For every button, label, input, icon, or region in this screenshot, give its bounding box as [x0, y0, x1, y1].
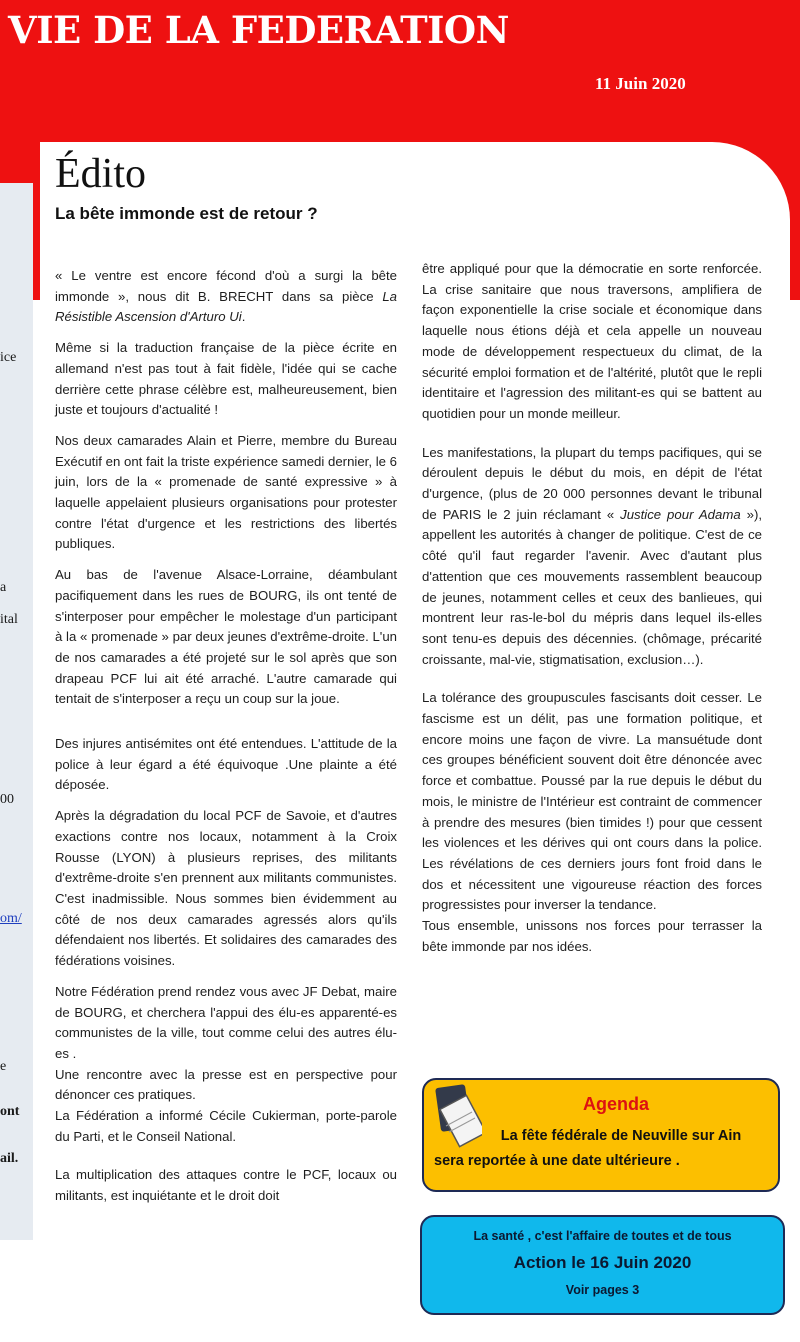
sidebar-link-fragment[interactable]: om/ — [0, 911, 22, 926]
left-sidebar-strip — [0, 183, 33, 1240]
action-page-reference: Voir pages 3 — [565, 1283, 640, 1297]
paragraph: Tous ensemble, unissons nos forces pour terrasser la bête immonde par nos idées. — [422, 918, 762, 954]
agenda-title: Agenda — [582, 1094, 649, 1114]
agenda-box — [422, 1078, 780, 1192]
action-slogan: La santé , c'est l'affaire de toutes et de tous — [473, 1229, 732, 1243]
edito-title: Édito — [55, 151, 146, 197]
sidebar-fragment: ice — [0, 350, 17, 365]
sidebar-fragment: ont — [0, 1104, 20, 1119]
edito-subtitle: La bête immonde est de retour ? — [55, 204, 318, 223]
paragraph: Nos deux camarades Alain et Pierre, membre du Bureau Exécutif en ont fait la triste expérience samedi dernier, le 6 juin, lors de la « promenade de santé expressive » à laquelle appelaient plusieurs organisations pour protester contre l'état d'urgence et les restrictions des libertés publiques. — [55, 432, 397, 552]
agenda-line: La fête fédérale de Neuville sur Ain — [500, 1128, 742, 1144]
paragraph: Notre Fédération prend rendez vous avec JF Debat, maire de BOURG, et cherchera l'appui des élu-es apparenté-es communistes de la ville, tout comme celui des autres élu-es . — [55, 983, 397, 1061]
issue-date: 11 Juin 2020 — [595, 74, 686, 93]
agenda-text — [434, 1124, 768, 1174]
page-header-title: VIE DE LA FEDERATION — [8, 8, 509, 52]
paragraph: Les manifestations, la plupart du temps pacifiques, qui se déroulent depuis le début du mois, en dépit de l'état d'urgence, (plus de 20 000 personnes devant le tribunal de PARIS le 2 juin réclamant « Justice pour Adama »), appellent les autorités à changer de politique. C'est de ce côté qu'il faut regarder l'avenir. Avec d'autant plus d'attention que ces mouvements rassemblent beaucoup de jeunes, notamment celles et ceux des banlieues, qui montrent leur ras-le-bol du mépris dans lequel ils-elles sont tenu-es depuis des décennies. (chômage, précarité croissante, mal-vie, stigmatisation, exclusion…). — [422, 444, 763, 667]
sidebar-fragment: ital — [0, 612, 18, 627]
paragraph: être appliqué pour que la démocratie en sorte renforcée. La crise sanitaire que nous traversons, amplifiera de façon exponentielle la crise sociale et économique dans laquelle nous étions déjà et cela appelle un nouveau mode de développement respectueux du climat, de la sécurité emploi formation et de l'altérité, plutôt que le repli identitaire et l'agression des militant-es qui se battent au quotidien pour un monde meilleur. — [422, 261, 762, 421]
action-date-heading: Action le 16 Juin 2020 — [513, 1253, 692, 1272]
paragraph: Des injures antisémites ont été entendues. L'attitude de la police à leur égard a été équivoque .Une plainte a été déposée. — [55, 736, 397, 793]
paragraph: Même si la traduction française de la pièce écrite en allemand n'est pas tout à fait fidèle, l'idée qui se cache derrière cette phrase célèbre est, malheureusement, bien juste et toujours d'actualité ! — [55, 340, 397, 418]
sidebar-fragment: e — [0, 1059, 7, 1074]
sidebar-fragment: a — [0, 580, 7, 595]
paragraph: Au bas de l'avenue Alsace-Lorraine, déambulant pacifiquement dans les rues de BOURG, ils ont tenté de s'interposer pour empêcher le molestage d'un participant à la « promenade » par deux jeunes d'extrême-droite. L'un de nos camarades a été projeté sur le sol après que son drapeau PCF lui ait été arraché. L'autre camarade qui tentait de s'interposer a reçu un coup sur la joue. — [55, 567, 397, 707]
article-column-right — [422, 259, 762, 968]
paragraph: La Fédération a informé Cécile Cukierman, porte-parole du Parti, et le Conseil National. — [55, 1108, 397, 1144]
article-column-left — [55, 266, 397, 1217]
paragraph: La tolérance des groupuscules fascisants doit cesser. Le fascisme est un délit, pas une formation politique, et encore moins une façon de vivre. La mansuétude dont ces groupes bénéficient souvent doit être dénoncée avec force et combattue. Poussé par la rue depuis le début du mois, le ministre de l'Intérieur est contraint de commencer à prendre des mesures (bien timides !) pour que cessent les violences et les dérives qui ont cours dans la police. Les révélations de ces derniers jours font froid dans le dos et nécessitent une vigoureuse réaction des forces progressistes pour inverser la tendance. — [422, 690, 762, 913]
sidebar-fragment: ail. — [0, 1151, 19, 1166]
paragraph: Après la dégradation du local PCF de Savoie, et d'autres exactions contre nos locaux, notamment à la Croix Rousse (LYON) à plusieurs reprises, des militants d'extrême-droite s'en prennent aux militants communistes. C'est inadmissible. Nous sommes bien évidemment au côté de nos deux camarades agressés alors qu'ils défendaient nos libertés. Et solidaires des camarades des fédérations voisines. — [55, 808, 397, 969]
paragraph: « Le ventre est encore fécond d'où a surgi la bête immonde », nous dit B. BRECHT dans sa pièce La Résistible Ascension d'Arturo Ui. — [55, 268, 397, 325]
action-box — [420, 1215, 785, 1315]
paragraph: Une rencontre avec la presse est en perspective pour dénoncer ces pratiques. — [55, 1066, 397, 1103]
paragraph: La multiplication des attaques contre le PCF, locaux ou militants, est inquiétante et le droit doit — [55, 1167, 397, 1204]
sidebar-fragment: 00 — [0, 792, 14, 807]
agenda-line: sera reportée à une date ultérieure . — [434, 1153, 680, 1169]
